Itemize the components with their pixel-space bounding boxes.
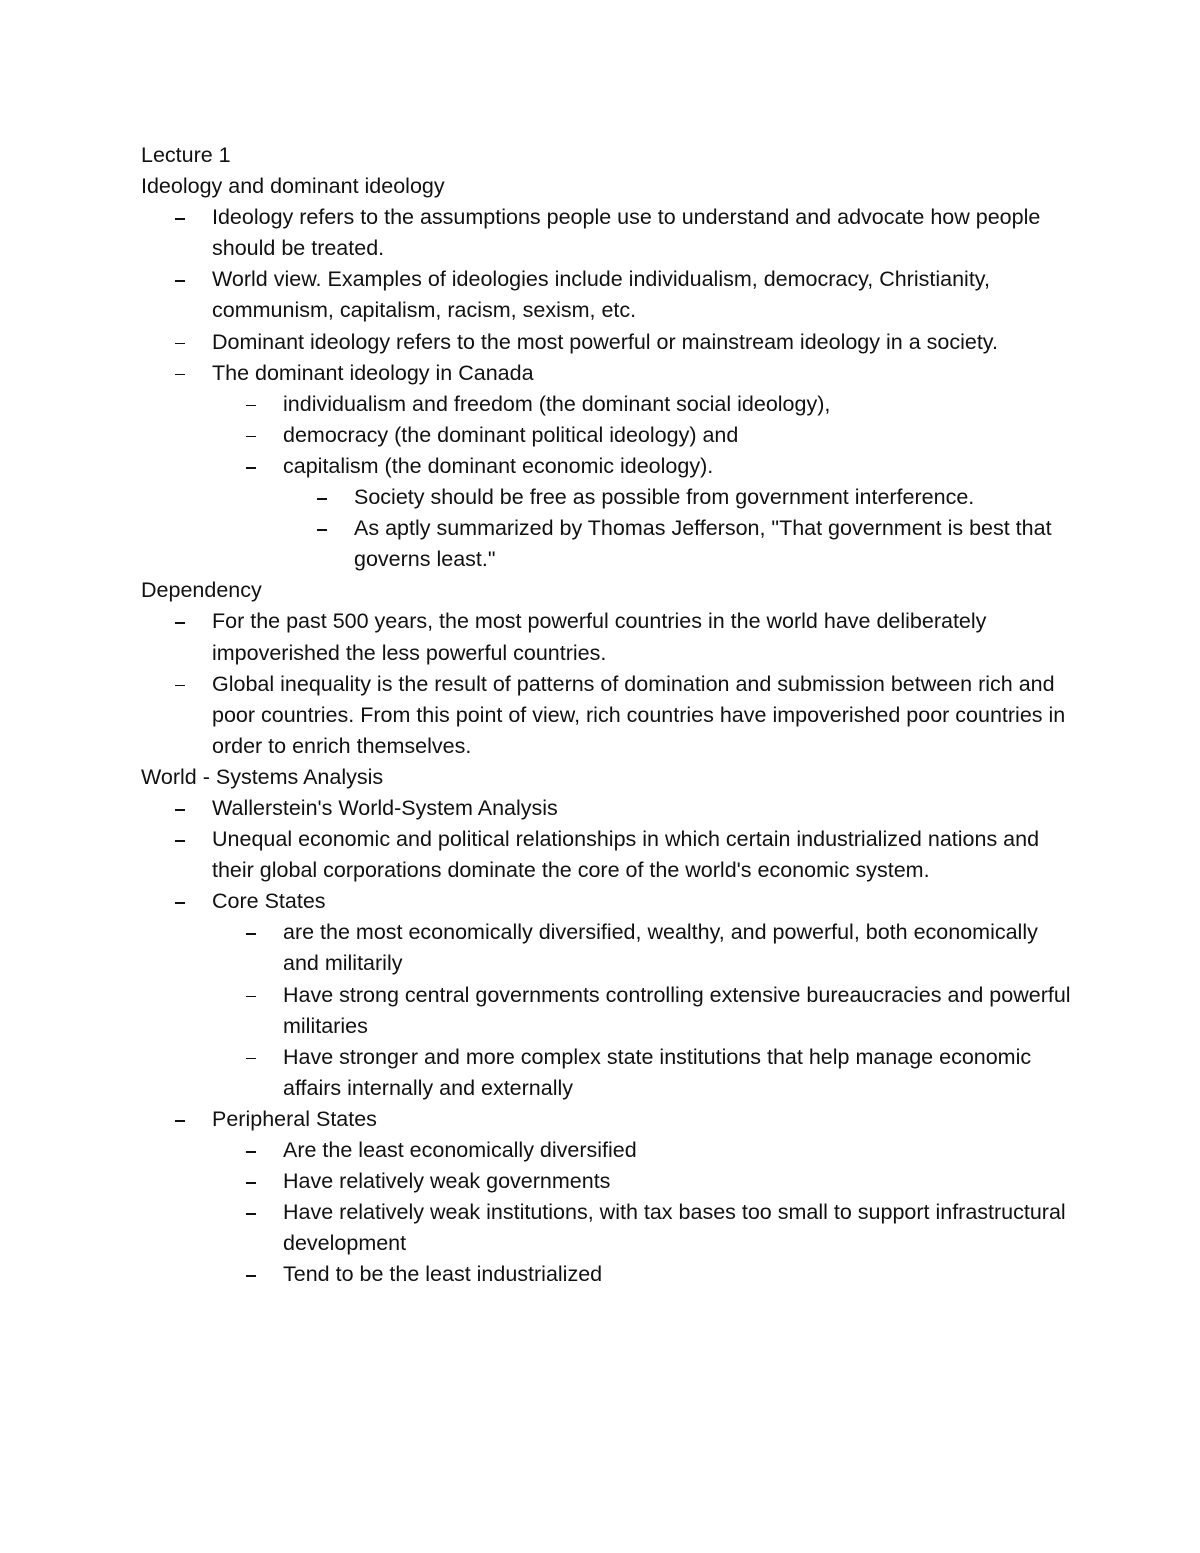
section-heading: Ideology and dominant ideology: [141, 174, 445, 199]
list-item: [141, 1042, 1071, 1104]
list-item-text: Have stronger and more complex state institutions that help manage economic affairs internally and externally: [283, 1044, 1032, 1100]
list-item-text: World view. Examples of ideologies include individualism, democracy, Christianity, communism, capitalism, racism, sexism, etc.: [212, 267, 990, 323]
list-item-text: Unequal economic and political relationships in which certain industrialized nations and their global corporations dominate the core of the world's economic system.: [212, 827, 1040, 883]
section-heading: Dependency: [141, 578, 262, 603]
section-heading: World - Systems Analysis: [141, 764, 384, 789]
list-item-text: As aptly summarized by Thomas Jefferson, "That government is best that governs least.": [354, 516, 1052, 572]
list-item-text: The dominant ideology in Canada: [212, 360, 534, 385]
list-item-text: Dominant ideology refers to the most powerful or mainstream ideology in a society.: [212, 329, 998, 354]
list-item-text: capitalism (the dominant economic ideology).: [283, 453, 714, 478]
list-item: [141, 1104, 1071, 1135]
list-item-text: Global inequality is the result of patterns of domination and submission between rich and poor countries. From this point of view, rich countries have impoverished poor countries in order to enrich themselves.: [212, 671, 1066, 758]
list-item: [141, 482, 1071, 513]
list-item: [141, 606, 1071, 668]
list-item-text: individualism and freedom (the dominant social ideology),: [283, 391, 831, 416]
document-title: Lecture 1: [141, 143, 231, 167]
list-item-text: Peripheral States: [212, 1106, 377, 1131]
list-item-text: Are the least economically diversified: [283, 1138, 637, 1162]
list-item-text: Have relatively weak institutions, with tax bases too small to support infrastructural development: [283, 1200, 1066, 1256]
list-item: [141, 824, 1071, 886]
list-item-text: democracy (the dominant political ideology) and: [283, 422, 739, 447]
list-item: [141, 980, 1071, 1042]
list-item: [141, 917, 1071, 979]
list-item-text: Core States: [212, 889, 326, 914]
list-item: [141, 264, 1071, 326]
list-item: [141, 886, 1071, 917]
list-item-text: Tend to be the least industrialized: [283, 1262, 603, 1287]
list-item-text: For the past 500 years, the most powerful countries in the world have deliberately impoverished the less powerful countries.: [212, 609, 987, 665]
list-item-text: Ideology refers to the assumptions people use to understand and advocate how people should be treated.: [212, 205, 1041, 261]
list-item-text: Have strong central governments controlling extensive bureaucracies and powerful militaries: [283, 982, 1071, 1038]
list-item: [141, 513, 1071, 575]
list-item-text: are the most economically diversified, wealthy, and powerful, both economically and militarily: [283, 920, 1038, 976]
list-item: [141, 327, 1071, 358]
list-item: [141, 1135, 1071, 1166]
list-item: [141, 451, 1071, 482]
list-item: [141, 1259, 1071, 1290]
list-item: [141, 1166, 1071, 1197]
list-item-text: Wallerstein's World-System Analysis: [212, 795, 558, 820]
list-item: [141, 669, 1071, 762]
document-page: [141, 140, 1071, 1290]
list-item: [141, 420, 1071, 451]
list-item: [141, 358, 1071, 389]
list-item: [141, 389, 1071, 420]
list-item: [141, 202, 1071, 264]
list-item: [141, 793, 1071, 824]
list-item: [141, 1197, 1071, 1259]
list-item-text: Have relatively weak governments: [283, 1169, 611, 1194]
list-item-text: Society should be free as possible from government interference.: [354, 485, 975, 510]
